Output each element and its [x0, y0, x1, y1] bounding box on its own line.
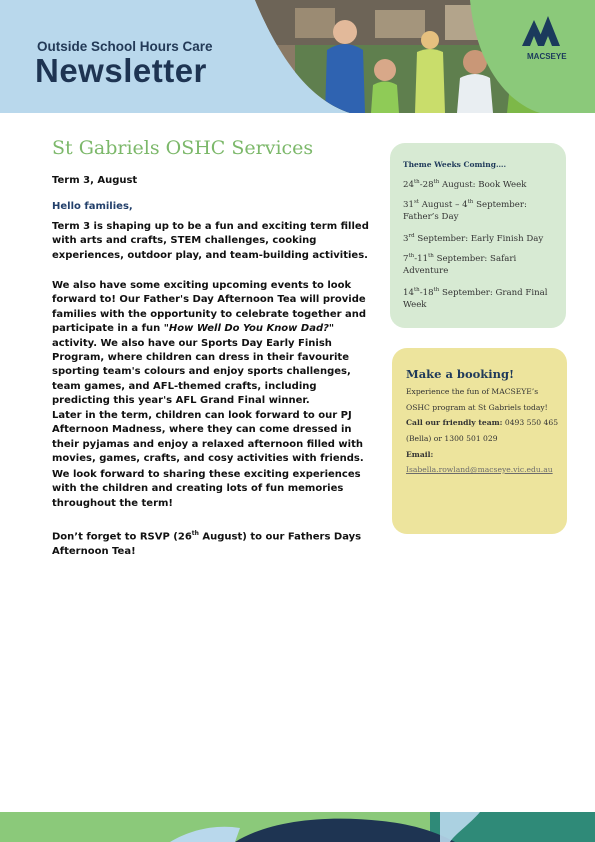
theme-week-item	[403, 196, 559, 223]
date-suffix: th	[467, 199, 474, 205]
email-label-text: Email:	[406, 450, 434, 459]
theme-name: September: Safari Adventure	[403, 253, 517, 276]
rsvp-paragraph	[52, 527, 377, 559]
theme-name: September: Father’s Day	[403, 199, 527, 222]
date-end: -18	[419, 287, 434, 298]
date-start: 31	[403, 199, 414, 210]
booking-box	[392, 348, 567, 534]
theme-name: September: Grand Final Week	[403, 287, 548, 310]
newsletter-header	[0, 0, 595, 113]
header-title: Newsletter	[35, 52, 207, 89]
booking-phone-alt: (Bella) or 1300 501 029	[406, 434, 498, 443]
date-start: 7	[403, 253, 409, 264]
greeting: Hello families,	[52, 201, 133, 212]
booking-title: Make a booking!	[406, 367, 515, 381]
date-suffix: rd	[408, 233, 415, 239]
phone-label: Call our friendly team:	[406, 418, 503, 427]
date-end: -28	[419, 179, 434, 190]
date-end: August – 4	[418, 199, 468, 210]
theme-weeks-title: Theme Weeks Coming….	[403, 160, 507, 169]
date-start: 14	[403, 287, 414, 298]
rsvp-text-a: Don’t forget to RSVP (26	[52, 531, 192, 543]
events-text-a: We also have some exciting upcoming events to look forward to! Our Father's Day Afternoon Tea will provide families with the opportunity to celebrate together and participate in a fun	[52, 280, 367, 335]
date-suffix: th	[408, 253, 415, 259]
footer-band	[0, 812, 595, 842]
logo-wordmark: MACSEYE	[527, 52, 567, 61]
email-link[interactable]: Isabella.rowland@macseye.vic.edu.au	[406, 465, 553, 474]
events-text-b: activity. We also have our Sports Day Early Finish Program, where children can dress in their favourite sporting team's colours and enjoy sports challenges, team games, and AFL-themed crafts, including predicting this year's AFL Grand Final winner.	[52, 337, 351, 407]
rsvp-text-b: August) to our Fathers Days Afternoon Tea!	[52, 531, 362, 557]
service-heading: St Gabriels OSHC Services	[52, 137, 314, 159]
header-subtitle: Outside School Hours Care	[37, 39, 213, 54]
theme-week-item	[403, 250, 559, 277]
events-paragraph	[52, 279, 377, 409]
theme-week-item	[403, 230, 559, 245]
theme-weeks-box	[390, 143, 566, 328]
date-suffix: st	[413, 199, 419, 205]
intro-paragraph: Term 3 is shaping up to be a fun and exciting term filled with arts and crafts, STEM challenges, cooking experiences, outdoor play, and team-building activities.	[52, 221, 369, 261]
date-suffix: th	[428, 253, 434, 259]
date-suffix: th	[433, 179, 440, 185]
date-end: -11	[414, 253, 429, 264]
rsvp-sup: th	[191, 530, 199, 537]
date-start: 3	[403, 233, 409, 244]
theme-week-item	[403, 176, 559, 191]
term-label: Term 3, August	[52, 175, 138, 186]
theme-name: September: Early Finish Day	[414, 233, 544, 244]
theme-name: August: Book Week	[439, 179, 527, 190]
phone-number: 0493 550 465	[502, 418, 559, 427]
date-start: 24	[403, 179, 414, 190]
date-suffix: th	[413, 179, 420, 185]
date-suffix: th	[413, 287, 420, 293]
booking-intro: Experience the fun of MACSEYE’s OSHC program at St Gabriels today!	[406, 387, 548, 412]
activity-name: "How Well Do You Know Dad?"	[163, 323, 335, 335]
closing-paragraph: We look forward to sharing these exciting experiences with the children and creating lots of fun memories throughout the term!	[52, 469, 361, 509]
pj-paragraph: Later in the term, children can look forward to our PJ Afternoon Madness, where they can come dressed in their pyjamas and enjoy a relaxed afternoon filled with movies, games, crafts, and cosy activities with friends.	[52, 410, 364, 465]
email-label	[406, 447, 561, 463]
date-suffix: th	[433, 287, 440, 293]
theme-week-item	[403, 284, 559, 311]
booking-phone	[406, 415, 561, 431]
